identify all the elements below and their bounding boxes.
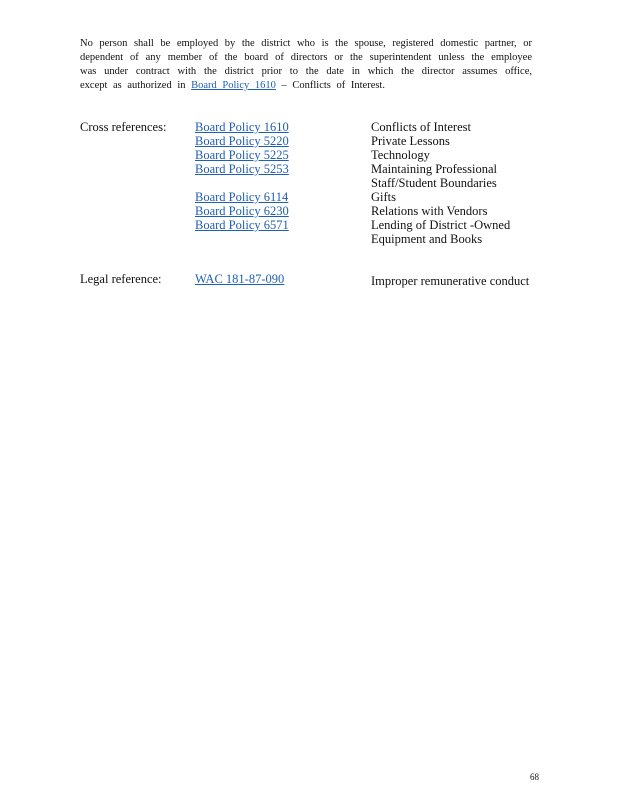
- legal-reference-row: [80, 272, 541, 288]
- cross-reference-title: Conflicts of Interest: [371, 120, 471, 134]
- cross-reference-title: Maintaining Professional Staff/Student Boundaries: [371, 162, 498, 190]
- cross-reference-row: [80, 148, 541, 162]
- cross-reference-row: [80, 162, 541, 190]
- legal-reference-title: Improper remunerative conduct: [371, 274, 530, 288]
- legal-reference-link[interactable]: WAC 181-87-090: [195, 272, 285, 286]
- legal-references-section: [80, 272, 541, 288]
- cross-reference-title: Private Lessons: [371, 134, 450, 148]
- cross-reference-link[interactable]: Board Policy 6230: [195, 204, 289, 218]
- cross-reference-row: [80, 190, 541, 204]
- paragraph-policy-link[interactable]: Board Policy 1610: [191, 80, 276, 91]
- cross-reference-row: [80, 120, 541, 134]
- cross-references-label: Cross references:: [80, 120, 167, 134]
- cross-reference-title: Gifts: [371, 190, 396, 204]
- cross-reference-row: [80, 218, 541, 246]
- cross-references-section: [80, 120, 541, 246]
- legal-reference-label: Legal reference:: [80, 272, 162, 286]
- cross-reference-link[interactable]: Board Policy 6114: [195, 190, 289, 204]
- cross-reference-title: Lending of District -Owned Equipment and Books: [371, 218, 511, 246]
- cross-reference-link[interactable]: Board Policy 5225: [195, 148, 289, 162]
- paragraph-text-before: No person shall be employed by the district who is the spouse, registered domestic partner, or dependent of any member of the board of directors or the superintendent unless the employee was under contract with the district prior to the date in which the director assumes office, except as authorized in: [80, 38, 532, 91]
- cross-reference-row: [80, 204, 541, 218]
- cross-reference-link[interactable]: Board Policy 6571: [195, 218, 289, 232]
- cross-reference-link[interactable]: Board Policy 5220: [195, 134, 289, 148]
- cross-reference-title: Technology: [371, 148, 430, 162]
- cross-reference-link[interactable]: Board Policy 5253: [195, 162, 289, 176]
- paragraph-text-after: – Conflicts of Interest.: [275, 80, 385, 91]
- page-number: 68: [530, 772, 539, 782]
- cross-reference-title: Relations with Vendors: [371, 204, 488, 218]
- cross-reference-link[interactable]: Board Policy 1610: [195, 120, 289, 134]
- policy-paragraph: [80, 37, 532, 93]
- cross-reference-row: [80, 134, 541, 148]
